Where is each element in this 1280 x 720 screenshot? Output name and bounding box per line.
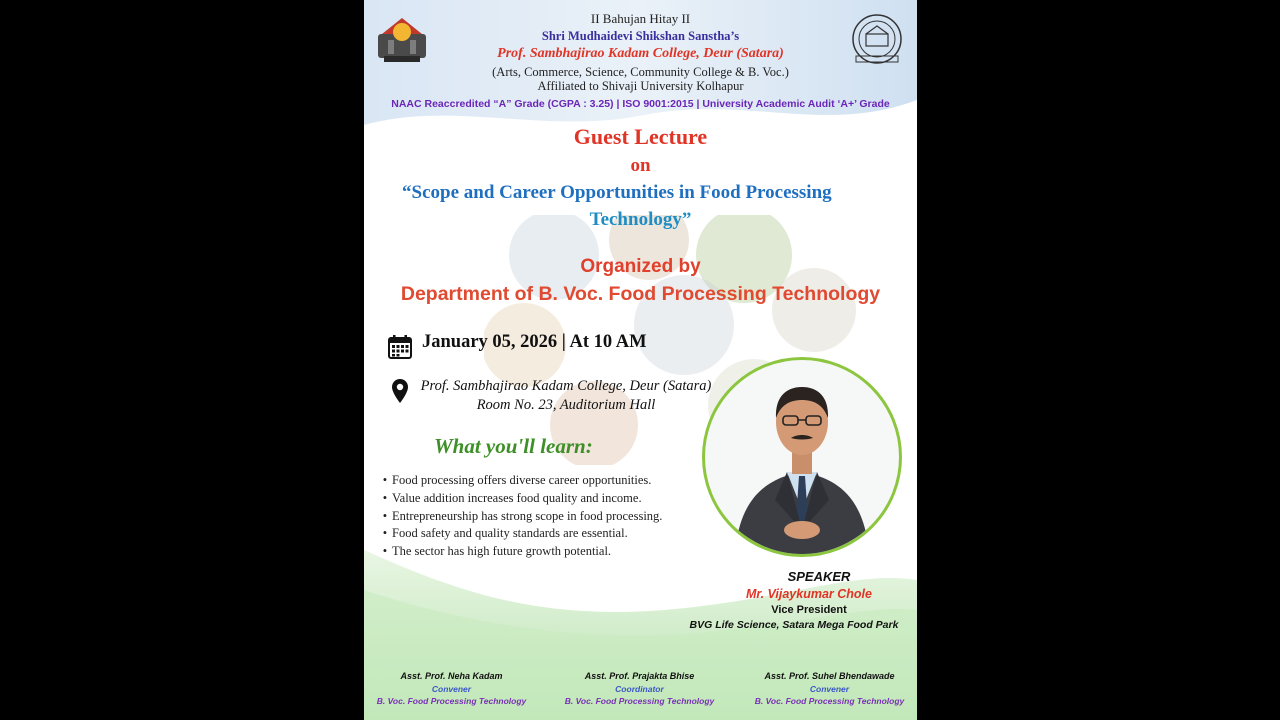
coordinator-role: Coordinator [615,684,664,694]
venue-line-2: Room No. 23, Auditorium Hall [476,397,656,413]
coordinator-role: Convener [431,684,472,694]
college-streams: (Arts, Commerce, Science, Community College & B. Voc.) [492,65,789,79]
speaker-label: SPEAKER [787,569,851,584]
speaker-photo [702,357,902,557]
learn-heading: What you'll learn: [434,434,593,458]
event-on: on [630,155,651,176]
coordinator-dept: B. Voc. Food Processing Technology [564,696,715,706]
motto: II Bahujan Hitay II [590,11,691,26]
venue-line-1: Prof. Sambhajirao Kadam College, Deur (Satara) [420,378,712,394]
list-item: • Entrepreneurship has strong scope in food processing. [378,508,662,526]
affiliation: Affiliated to Shivaji University Kolhapur [537,79,744,93]
coordinator-name: Asst. Prof. Neha Kadam [400,671,503,681]
sanstha-name: Shri Mudhaidevi Shikshan Sanstha’s [541,29,740,43]
coordinator-dept: B. Voc. Food Processing Technology [376,696,527,706]
coordinator-role: Convener [809,684,850,694]
speaker-name: Mr. Vijaykumar Chole [746,587,872,601]
list-item: • Food processing offers diverse career opportunities. [378,472,662,490]
list-item: • The sector has high future growth potential. [378,543,662,561]
speaker-organization: BVG Life Science, Satara Mega Food Park [689,619,899,631]
event-title-line2: Technology” [589,209,692,230]
list-item: • Food safety and quality standards are essential. [378,525,662,543]
learn-list [378,472,662,561]
coordinator-block [364,670,539,707]
speaker-portrait-icon [705,360,899,554]
accreditation-line: NAAC Reaccredited “A” Grade (CGPA : 3.25) | ISO 9001:2015 | University Academic Audit ‘A+’ Grade [391,98,890,110]
calendar-icon [388,335,412,359]
coordinator-name: Asst. Prof. Prajakta Bhise [584,671,695,681]
organized-by-label: Organized by [580,256,701,277]
coordinator-block [552,670,727,707]
event-heading: Guest Lecture [573,124,708,149]
department-name: Department of B. Voc. Food Processing Technology [400,283,881,305]
speaker-role: Vice President [771,604,847,616]
coordinator-name: Asst. Prof. Suhel Bhendawade [764,671,895,681]
location-pin-icon [392,379,408,403]
event-poster [364,0,917,720]
event-date-time: January 05, 2026 | At 10 AM [422,332,647,352]
college-name: Prof. Sambhajirao Kadam College, Deur (Satara) [497,46,784,61]
event-title-line1: “Scope and Career Opportunities in Food Processing [402,182,832,203]
coordinator-block [742,670,917,707]
list-item: • Value addition increases food quality and income. [378,490,662,508]
coordinator-dept: B. Voc. Food Processing Technology [754,696,905,706]
